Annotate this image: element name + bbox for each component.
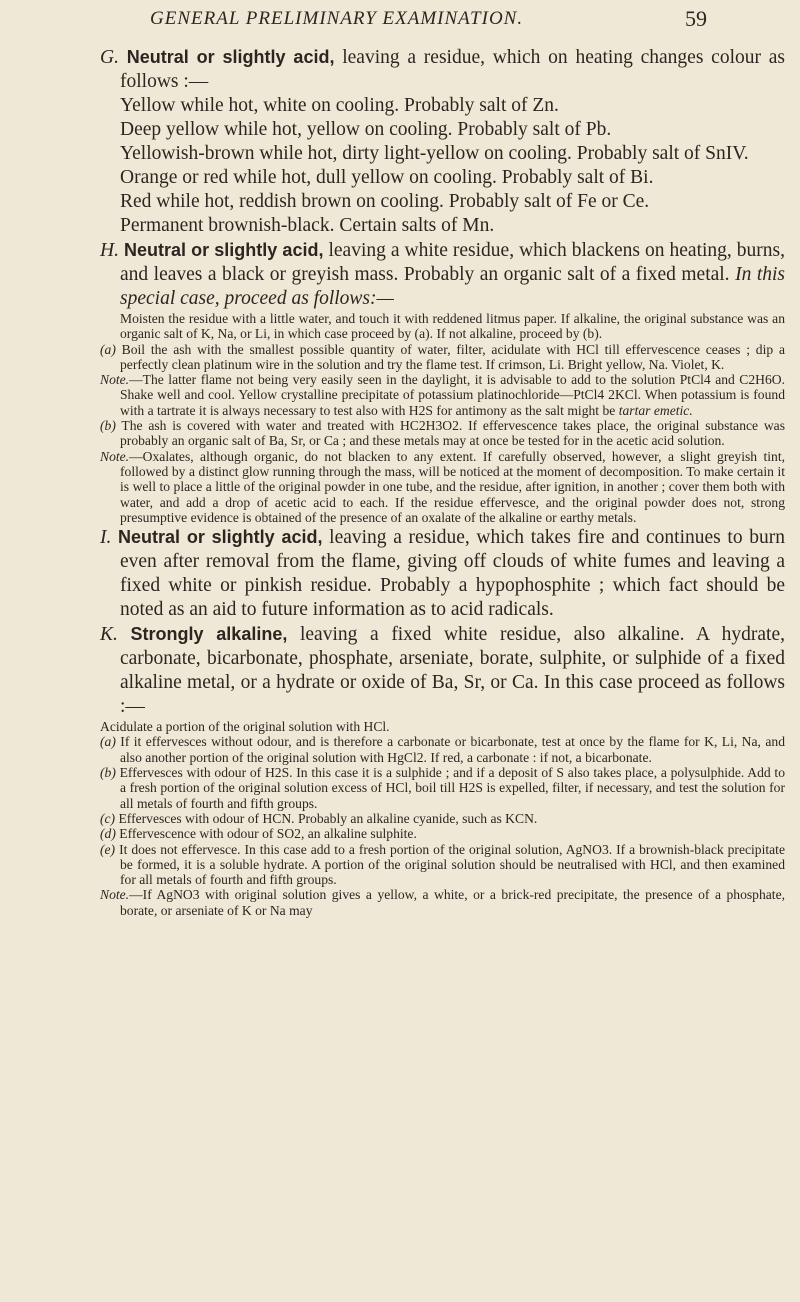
note-text: —The latter flame not being very easily seen in the daylight, it is advisable to add to the solution PtCl4 and C2H6O. Shake well and cool. Yellow crystalline precipitate of potassium platinochloride—PtCl4 2KCl. When potassium is found with a tartrate it is always necessary to test also with H2S for antimony as the salt might be [120, 372, 785, 418]
section-h [100, 238, 785, 311]
list-item [100, 826, 785, 841]
item-text: Effervesces with odour of HCN. Probably an alkaline cyanide, such as KCN. [118, 810, 538, 826]
list-item: Yellowish-brown while hot, dirty light-yellow on cooling. Probably salt of SnIV. [120, 143, 749, 164]
item-text: If it effervesces without odour, and is therefore a carbonate or bicarbonate, test at once by the flame for K, Li, Na, and also another portion of the original solution with HgCl2. If red, a carbonate : if not, a bicarbonate. [120, 734, 785, 765]
page-header [0, 0, 800, 40]
list-item: Deep yellow while hot, yellow on cooling. Probably salt of Pb. [120, 119, 612, 140]
list-item: Orange or red while hot, dull yellow on cooling. Probably salt of Bi. [120, 167, 654, 188]
paragraph [100, 342, 785, 373]
list-item [100, 842, 785, 888]
section-k-details [100, 719, 785, 918]
note-text: —If AgNO3 with original solution gives a yellow, a white, or a brick-red precipitate, the presence of a phosphate, borate, or arseniate of K or Na may [120, 887, 785, 918]
item-label: (b) [100, 765, 116, 781]
item-label: (a) [100, 734, 116, 750]
section-marker: I. [100, 527, 112, 549]
paragraph: Acidulate a portion of the original solution with HCl. [100, 719, 390, 735]
section-marker: H. [100, 240, 119, 261]
list-item [100, 811, 785, 826]
item-label: (a) [100, 341, 116, 357]
item-label: (e) [100, 841, 116, 857]
item-text: Effervesces with odour of H2S. In this case it is a sulphide ; and if a deposit of S also takes place, a polysulphide. Add to a fresh portion of the original solution excess of HCl, boil till H2S is expelled, filter, if necessary, and test the solution for all metals of fourth and fifth groups. [119, 765, 785, 811]
item-text: Effervescence with odour of SO2, an alkaline sulphite. [119, 826, 417, 842]
item-label: (d) [100, 826, 116, 842]
list-item [100, 734, 785, 765]
section-heading: Neutral or slightly acid, [118, 527, 323, 548]
note [100, 449, 785, 525]
item-text: It does not effervesce. In this case add to a fresh portion of the original solution, AgNO3. If a brownish-black precipitate be formed, it is a soluble hydrate. A portion of the original solution should be neutralised with HCl, and then examined for all metals of fourth and fifth groups. [119, 841, 785, 888]
section-heading-rest: leaving a residue, which takes fire and continues to burn even after removal from the flame, giving off clouds of white fumes and leaving a fixed white or pinkish residue. Probably a hypophosphite ; which fact should be noted as an aid to future information as to acid radicals. [120, 527, 786, 621]
item-label: (b) [100, 418, 116, 434]
note-label: Note. [100, 448, 130, 464]
section-i [100, 525, 785, 622]
note [100, 887, 785, 918]
list-item: Permanent brownish-black. Certain salts of Mn. [120, 215, 495, 236]
section-h-heading [100, 238, 785, 311]
note [100, 372, 785, 418]
section-heading: Strongly alkaline, [130, 624, 288, 645]
note-italic: tartar emetic. [618, 402, 693, 418]
section-heading-rest: leaving a white residue, which blackens on heating, burns, and leaves a black or greyish mass. Probably an organic salt of a fixed metal. [120, 240, 785, 285]
page-number: 59 [685, 6, 707, 31]
running-head: GENERAL PRELIMINARY EXAMINATION. [150, 8, 524, 29]
paragraph [100, 418, 785, 449]
section-heading: Neutral or slightly acid, [123, 240, 324, 260]
section-heading-rest: leaving a residue, which on heating changes colour as follows :— [120, 47, 785, 92]
section-heading-rest: leaving a fixed white residue, also alkaline. A hydrate, carbonate, bicarbonate, phosphate, arseniate, borate, sulphite, or sulphide of a fixed alkaline metal, or a hydrate or oxide of Ba, Sr, or Ca. In this case proceed as follows :— [120, 624, 786, 718]
section-g-heading [100, 45, 785, 94]
section-heading: Neutral or slightly acid, [126, 47, 335, 67]
section-marker: G. [100, 47, 119, 68]
paragraph: Moisten the residue with a little water, and touch it with reddened litmus paper. If alkaline, the original substance was an organic salt of K, Na, or Li, in which case proceed by (a). If not alkaline, proceed by (b). [120, 311, 785, 342]
list-item: Yellow while hot, white on cooling. Probably salt of Zn. [120, 95, 559, 116]
section-i-heading [100, 525, 785, 622]
list-item [100, 765, 785, 811]
section-h-details [100, 311, 785, 525]
list-item: Red while hot, reddish brown on cooling. Probably salt of Fe or Ce. [120, 191, 650, 212]
section-marker: K. [100, 624, 118, 646]
page-body [100, 45, 785, 918]
section-g [100, 45, 785, 238]
item-label: (c) [100, 810, 116, 826]
note-text: —Oxalates, although organic, do not blacken to any extent. If carefully observed, however, a slight greyish tint, followed by a distinct glow running through the mass, will be noticed at the moment of decomposition. To make certain it is well to place a little of the original powder in one tube, and the residue, after ignition, in another ; cover them both with water, and add a drop of acetic acid to each. If the residue effervesce, and the original powder does not, strong presumptive evidence is obtained of the presence of an oxalate of the alkaline or earthy metals. [120, 448, 785, 525]
item-text: The ash is covered with water and treated with HC2H3O2. If effervescence takes place, the original substance was probably an organic salt of Ba, Sr, or Ca ; and these metals may at once be tested for in the acetic acid solution. [120, 418, 785, 449]
section-heading-italic: In this special case, proceed as follows:— [120, 264, 786, 309]
section-k-heading [100, 622, 785, 719]
note-label: Note. [100, 372, 130, 388]
note-label: Note. [100, 887, 130, 903]
item-text: Boil the ash with the smallest possible quantity of water, filter, acidulate with HCl till effervescence ceases ; dip a perfectly clean platinum wire in the solution and try the flame test. If crimson, Li. Bright yellow, Na. Violet, K. [120, 341, 785, 372]
section-k [100, 622, 785, 719]
